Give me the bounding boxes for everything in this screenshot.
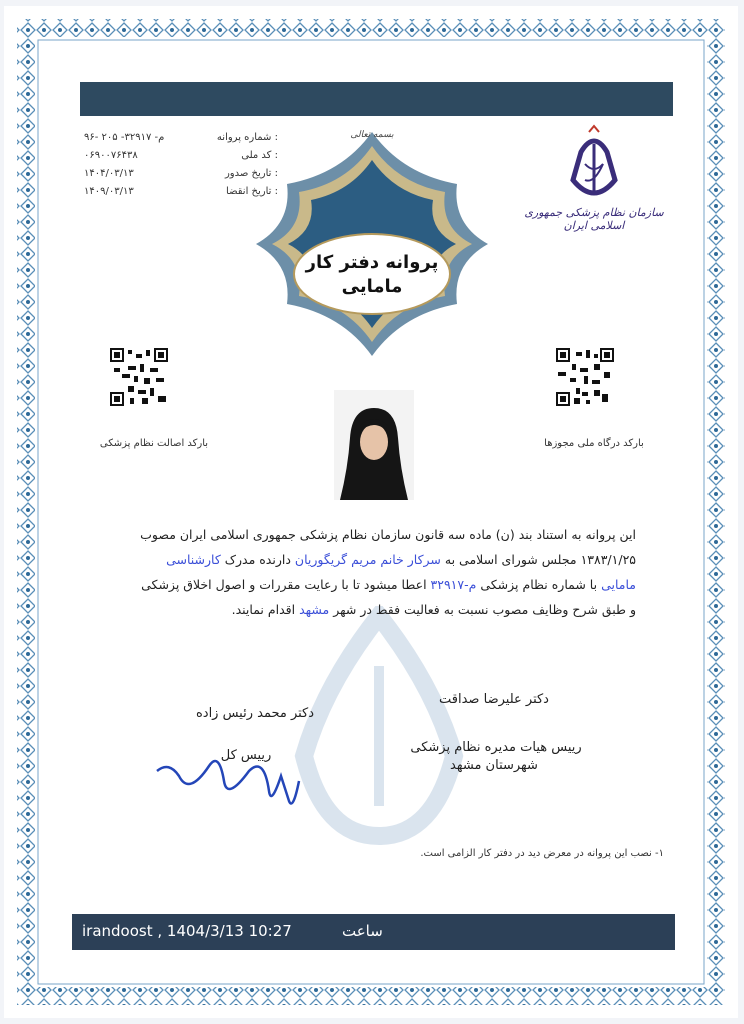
- license-body-text: [116, 522, 636, 622]
- besmellah-text: بسمه تعالی: [350, 130, 394, 140]
- title-line-1: پروانه دفتر کار: [305, 252, 439, 273]
- left-signatory-name: دکتر محمد رئیس زاده: [195, 706, 315, 721]
- body-line-4a: و طبق شرح وظایف مصوب نسبت به فعالیت فقط در شهر: [333, 602, 636, 617]
- issue-date-label: تاریخ صدور :: [224, 168, 278, 179]
- body-line-3b: با شماره نظام پزشکی: [480, 577, 598, 592]
- ornamental-medallion: [252, 124, 492, 364]
- handwritten-signature: [149, 741, 309, 821]
- footer-stamp: irandoost , 1404/3/13 10:27: [82, 922, 292, 940]
- license-number-value: ۹۶- م- ۳۲۹۱۷- ۲۰۵: [84, 132, 165, 143]
- holder-name: سرکار خانم مریم گریگوریان: [294, 552, 441, 567]
- medical-council-number: م-۳۲۹۱۷: [430, 577, 477, 592]
- organization-name: سازمان نظام پزشکی جمهوری اسلامی ایران: [524, 206, 664, 232]
- holder-photo: [334, 390, 414, 500]
- body-line-1: این پروانه به استناد بند (ن) ماده سه قانون سازمان نظام پزشکی جمهوری اسلامی ایران مصوب: [140, 527, 636, 542]
- license-document: [4, 6, 738, 1018]
- authenticity-qr-code[interactable]: [110, 348, 168, 406]
- expiry-date-label: تاریخ انقضا :: [226, 186, 278, 197]
- body-line-4c: اقدام نمایند.: [231, 602, 296, 617]
- national-code-value: ۰۶۹۰۰۷۶۴۳۸: [84, 150, 138, 161]
- authenticity-qr-label: بارکد اصالت نظام پزشکی: [99, 438, 209, 449]
- degree-level: کارشناسی: [166, 552, 221, 567]
- degree-field: مامایی: [601, 577, 636, 592]
- license-number-label: شماره پروانه :: [216, 132, 278, 143]
- body-line-2: [116, 547, 636, 572]
- body-line-4: [116, 597, 636, 622]
- right-signatory-title-1: رییس هیات مدیره نظام پزشکی: [410, 740, 582, 755]
- footer-time-label: ساعت: [342, 922, 383, 940]
- footer-stamp-bar: [72, 914, 675, 950]
- national-code-label: کد ملی :: [241, 150, 278, 161]
- left-signatory-title: رییس کل: [220, 748, 272, 763]
- body-line-2c: دارنده مدرک: [224, 552, 291, 567]
- body-line-3: [116, 572, 636, 597]
- right-signatory-name: دکتر علیرضا صداقت: [439, 692, 549, 707]
- document-title: [287, 251, 457, 299]
- city-name: مشهد: [299, 602, 330, 617]
- body-line-2a: ۱۳۸۳/۱/۲۵ مجلس شورای اسلامی به: [444, 552, 636, 567]
- title-line-2: مامایی: [341, 276, 403, 297]
- right-signatory-title-2: شهرستان مشهد: [450, 758, 538, 773]
- expiry-date-value: ۱۴۰۹/۰۳/۱۳: [84, 186, 134, 197]
- display-requirement-note: ۱- نصب این پروانه در معرض دید در دفتر کار الزامی است.: [420, 848, 664, 859]
- body-line-3d: اعطا میشود تا با رعایت مقررات و اصول اخلاق پزشکی: [141, 577, 427, 592]
- portrait-icon: [334, 390, 414, 500]
- issue-date-value: ۱۴۰۴/۰۳/۱۳: [84, 168, 134, 179]
- top-banner: [80, 82, 673, 116]
- national-portal-qr-code[interactable]: [556, 348, 614, 406]
- national-portal-qr-label: بارکد درگاه ملی مجوزها: [544, 438, 644, 449]
